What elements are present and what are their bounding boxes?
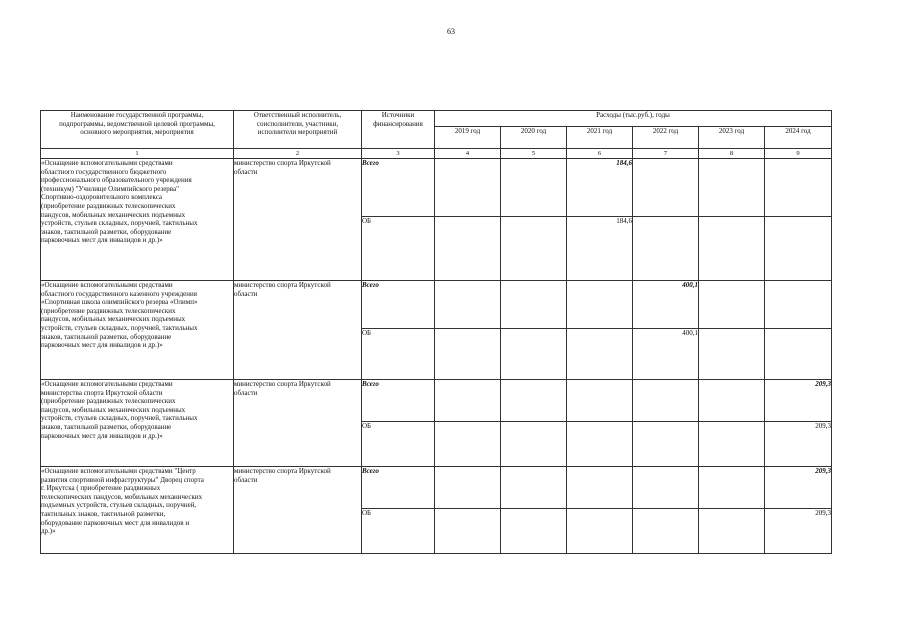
source-total-label: Всего — [362, 281, 435, 329]
ob-value-cell — [633, 422, 699, 467]
ob-value-cell — [765, 329, 832, 380]
total-value-cell — [633, 159, 699, 217]
ob-value-cell — [633, 509, 699, 554]
header-year-2019: 2019 год — [435, 127, 501, 149]
ob-value-cell — [633, 217, 699, 281]
total-value-cell — [699, 281, 765, 329]
source-ob-label: ОБ — [362, 217, 435, 281]
total-value-cell — [633, 380, 699, 422]
source-total-label: Всего — [362, 467, 435, 509]
total-value-cell — [435, 467, 501, 509]
header-source: Источники финансирования — [362, 111, 435, 149]
executor: министерство спорта Иркутской области — [234, 159, 362, 281]
ob-value-cell — [567, 329, 633, 380]
ob-value-cell — [699, 422, 765, 467]
activity-name: «Оснащение вспомогательными средствами областного государственного казенного учреждения «Спортивная школа олимпийского резерва «Олимп» (приобретение раздвижных телескопических пандусов, мобильных механических подъемных устройств, стульев складных, поручней, тактильных знаков, тактильной разметки, оборудование парковочных мест для инвалидов и др.)» — [41, 281, 234, 380]
ob-value-cell — [699, 217, 765, 281]
ob-value-cell — [435, 329, 501, 380]
activity-name: «Оснащение вспомогательными средствами "Центр развития спортивной инфраструктуры" Дворец спорта г. Иркутска ( приобретение раздвижных телескопических пандусов, мобильных механических подъемных устройств, стульев складных, поручней, тактильных знаков, тактильной разметки, оборудование парковочных мест для инвалидов и др.)» — [41, 467, 234, 554]
source-ob-label: ОБ — [362, 422, 435, 467]
column-number: 7 — [633, 149, 699, 159]
column-number: 9 — [765, 149, 832, 159]
total-value-cell — [435, 281, 501, 329]
column-number: 5 — [501, 149, 567, 159]
column-number: 3 — [362, 149, 435, 159]
ob-value-cell — [501, 329, 567, 380]
column-number-row — [41, 149, 832, 159]
ob-value-cell — [699, 329, 765, 380]
total-value-cell — [501, 159, 567, 217]
total-value-cell: 184,6 — [567, 159, 633, 217]
page-number: 63 — [447, 27, 455, 36]
activity-name: «Оснащение вспомогательными средствами областного государственного бюджетного профессионального образовательного учреждения (техникум) "Училище Олимпийского резерва" Спортивно-оздоровительного комплекса (приобретение раздвижных телескопических пандусов, мобильных механических подъемных устройств, стульев складных, поручней, тактильных знаков, тактильной разметки, оборудование парковочных мест для инвалидов и др.)» — [41, 159, 234, 281]
ob-value-cell — [501, 217, 567, 281]
ob-value-cell: 209,3 — [765, 422, 832, 467]
executor: министерство спорта Иркутской области — [234, 380, 362, 467]
total-value-cell — [699, 467, 765, 509]
ob-value-cell — [435, 509, 501, 554]
ob-value-cell — [501, 422, 567, 467]
source-ob-label: ОБ — [362, 329, 435, 380]
total-value-cell — [435, 159, 501, 217]
header-year-2020: 2020 год — [501, 127, 567, 149]
total-value-cell — [765, 159, 832, 217]
total-value-cell — [567, 281, 633, 329]
source-total-label: Всего — [362, 380, 435, 422]
ob-value-cell: 184,6 — [567, 217, 633, 281]
ob-value-cell — [435, 217, 501, 281]
header-executor: Ответственный исполнитель, соисполнители, участники, исполнители мероприятий — [234, 111, 362, 149]
ob-value-cell: 209,3 — [765, 509, 832, 554]
activity-name: «Оснащение вспомогательными средствами министерства спорта Иркутской области (приобретение раздвижных телескопических пандусов, мобильных механических подъемных устройств, стульев складных, поручней, тактильных знаков, тактильной разметки, оборудование парковочных мест для инвалидов и др.)» — [41, 380, 234, 467]
expenses-table — [40, 110, 832, 554]
ob-value-cell — [567, 422, 633, 467]
total-value-cell — [435, 380, 501, 422]
total-value-cell — [501, 380, 567, 422]
program-row-total — [41, 159, 832, 217]
total-value-cell — [501, 467, 567, 509]
total-value-cell — [699, 380, 765, 422]
ob-value-cell: 400,1 — [633, 329, 699, 380]
total-value-cell — [567, 467, 633, 509]
total-value-cell — [765, 281, 832, 329]
ob-value-cell — [567, 509, 633, 554]
ob-value-cell — [501, 509, 567, 554]
total-value-cell: 209,3 — [765, 467, 832, 509]
source-total-label: Всего — [362, 159, 435, 217]
column-number: 8 — [699, 149, 765, 159]
ob-value-cell — [435, 422, 501, 467]
total-value-cell — [633, 467, 699, 509]
ob-value-cell — [765, 217, 832, 281]
header-year-2023: 2023 год — [699, 127, 765, 149]
total-value-cell — [567, 380, 633, 422]
header-expenses: Расходы (тыс.руб.), годы — [435, 111, 832, 127]
source-ob-label: ОБ — [362, 509, 435, 554]
program-row-total — [41, 281, 832, 329]
executor: министерство спорта Иркутской области — [234, 281, 362, 380]
total-value-cell: 209,3 — [765, 380, 832, 422]
column-number: 4 — [435, 149, 501, 159]
column-number: 1 — [41, 149, 234, 159]
program-row-total — [41, 380, 832, 422]
column-number: 2 — [234, 149, 362, 159]
total-value-cell: 400,1 — [633, 281, 699, 329]
program-row-total — [41, 467, 832, 509]
total-value-cell — [699, 159, 765, 217]
executor: министерство спорта Иркутской области — [234, 467, 362, 554]
ob-value-cell — [699, 509, 765, 554]
column-number: 6 — [567, 149, 633, 159]
header-year-2021: 2021 год — [567, 127, 633, 149]
header-name: Наименование государственной программы, подпрограммы, ведомственной целевой программы, основного мероприятия, мероприятия — [41, 111, 234, 149]
header-year-2022: 2022 год — [633, 127, 699, 149]
header-year-2024: 2024 год — [765, 127, 832, 149]
total-value-cell — [501, 281, 567, 329]
